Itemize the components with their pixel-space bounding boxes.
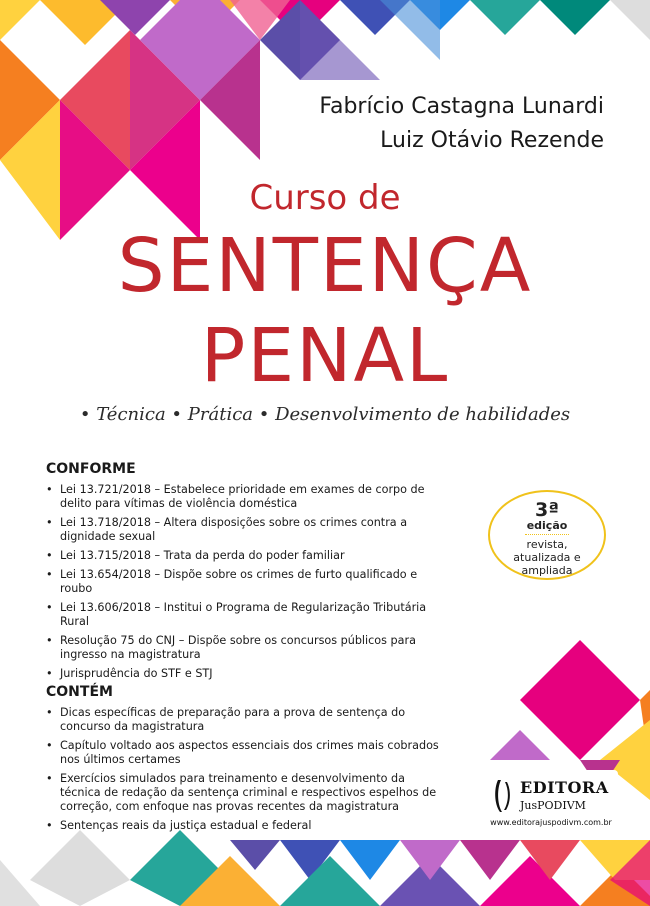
publisher-url: www.editorajuspodivm.com.br xyxy=(490,818,612,827)
scales-of-justice-icon xyxy=(490,778,516,814)
list-item: • Sentenças reais da justiça estadual e federal xyxy=(46,819,446,833)
list-item: • Jurisprudência do STF e STJ xyxy=(46,667,446,681)
list-item: • Resolução 75 do CNJ – Dispõe sobre os concursos públicos para ingresso na magistratura xyxy=(46,634,446,662)
list-item: • Lei 13.715/2018 – Trata da perda do poder familiar xyxy=(46,549,446,563)
section-heading: CONFORME xyxy=(46,461,136,477)
conforme-section xyxy=(46,461,446,686)
badge-divider xyxy=(525,534,569,536)
subtitle: • Técnica • Prática • Desenvolvimento de habilidades xyxy=(79,404,571,425)
title-main-line2: PENAL xyxy=(200,313,450,399)
edition-description: revista, atualizada e ampliada xyxy=(513,538,581,577)
publisher-logo xyxy=(484,770,618,832)
edition-word: edição xyxy=(526,519,568,532)
publisher-brand: JusPODIVM xyxy=(520,799,586,812)
author-name: Fabrício Castagna Lunardi xyxy=(319,94,604,119)
list-item: • Lei 13.721/2018 – Estabelece prioridade em exames de corpo de delito para vítimas de violência doméstica xyxy=(46,483,446,511)
list-item: • Lei 13.606/2018 – Institui o Programa de Regularização Tributária Rural xyxy=(46,601,446,629)
authors xyxy=(319,90,604,158)
title-main-line1: SENTENÇA xyxy=(117,223,533,309)
contem-list xyxy=(46,706,446,833)
author-name: Luiz Otávio Rezende xyxy=(380,128,604,153)
list-item: • Exercícios simulados para treinamento e desenvolvimento da técnica de redação da sentença criminal e respectivos espelhos de correção, com enfoque nas provas recentes da magistratura xyxy=(46,772,446,814)
publisher-name: EDITORA xyxy=(520,778,609,797)
list-item: • Lei 13.654/2018 – Dispõe sobre os crimes de furto qualificado e roubo xyxy=(46,568,446,596)
list-item: • Dicas específicas de preparação para a prova de sentença do concurso da magistratura xyxy=(46,706,446,734)
contem-section xyxy=(46,684,446,838)
section-heading: CONTÉM xyxy=(46,684,113,700)
conforme-list xyxy=(46,483,446,681)
list-item: • Lei 13.718/2018 – Altera disposições sobre os crimes contra a dignidade sexual xyxy=(46,516,446,544)
edition-badge xyxy=(488,490,606,580)
edition-number: 3ª xyxy=(535,499,559,521)
title-prefix: Curso de xyxy=(249,178,401,218)
list-item: • Capítulo voltado aos aspectos essenciais dos crimes mais cobrados nos últimos certames xyxy=(46,739,446,767)
